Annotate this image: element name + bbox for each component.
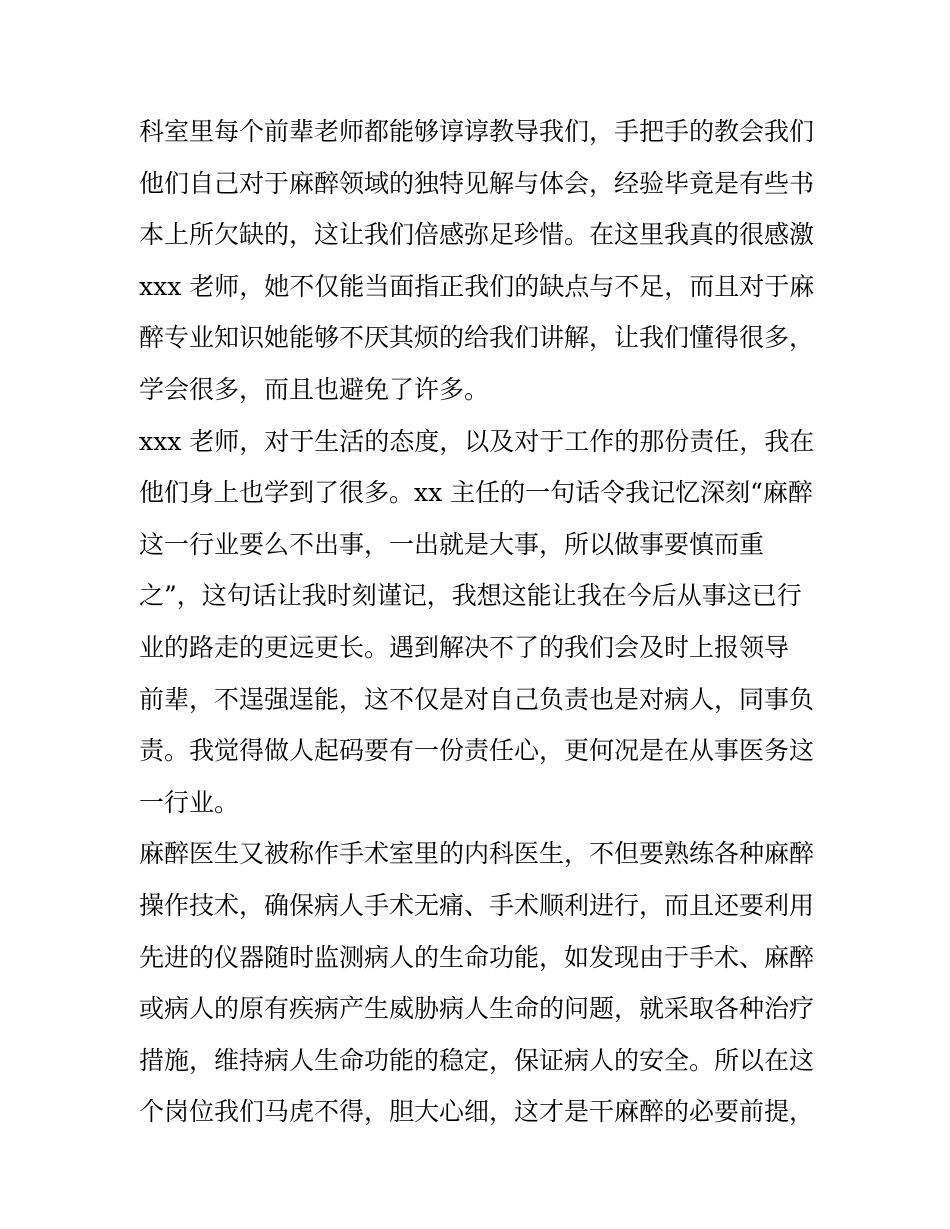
text-line: 醉专业知识她能够不厌其烦的给我们讲解，让我们懂得很多，: [139, 323, 815, 353]
text-line: 他们自己对于麻醉领域的独特见解与体会，经验毕竟是有些书: [139, 168, 815, 198]
text-line: 措施，维持病人生命功能的稳定，保证病人的安全。所以在这: [139, 1045, 815, 1075]
text-line: 一行业。: [139, 787, 240, 817]
text-line: 或病人的原有疾病产生威胁病人生命的问题，就采取各种治疗: [139, 994, 815, 1024]
text-line: 科室里每个前辈老师都能够谆谆教导我们，手把手的教会我们: [139, 117, 815, 146]
text-line: 前辈，不逞强逞能，这不仅是对自己负责也是对病人，同事负: [139, 684, 815, 714]
text-line: 责。我觉得做人起码要有一份责任心，更何况是在从事医务这: [139, 736, 815, 766]
text-line: 操作技术，确保病人手术无痛、手术顺利进行，而且还要利用: [139, 890, 815, 920]
text-line: 先进的仪器随时监测病人的生命功能，如发现由于手术、麻醉: [139, 942, 815, 972]
text-line: 本上所欠缺的，这让我们倍感弥足珍惜。在这里我真的很感激: [139, 220, 815, 250]
text-line: 学会很多，而且也避免了许多。: [139, 374, 490, 404]
text-line: 他们身上也学到了很多。xx 主任的一句话令我记忆深刻“麻醉: [139, 478, 813, 508]
text-line: 麻醉医生又被称作手术室里的内科医生，不但要熟练各种麻醉: [139, 839, 815, 869]
body-text: [139, 106, 819, 1138]
text-line: 之”，这句话让我时刻谨记，我想这能让我在今后从事这已行: [139, 581, 802, 611]
text-line: xxx 老师，对于生活的态度，以及对于工作的那份责任，我在: [139, 426, 815, 456]
text-line: xxx 老师，她不仅能当面指正我们的缺点与不足，而且对于麻: [139, 271, 815, 301]
text-line: 这一行业要么不出事，一出就是大事，所以做事要慎而重: [139, 529, 765, 559]
text-line: 业的路走的更远更长。遇到解决不了的我们会及时上报领导: [139, 632, 790, 662]
text-line: 个岗位我们马虎不得，胆大心细，这才是干麻醉的必要前提，: [139, 1097, 815, 1127]
